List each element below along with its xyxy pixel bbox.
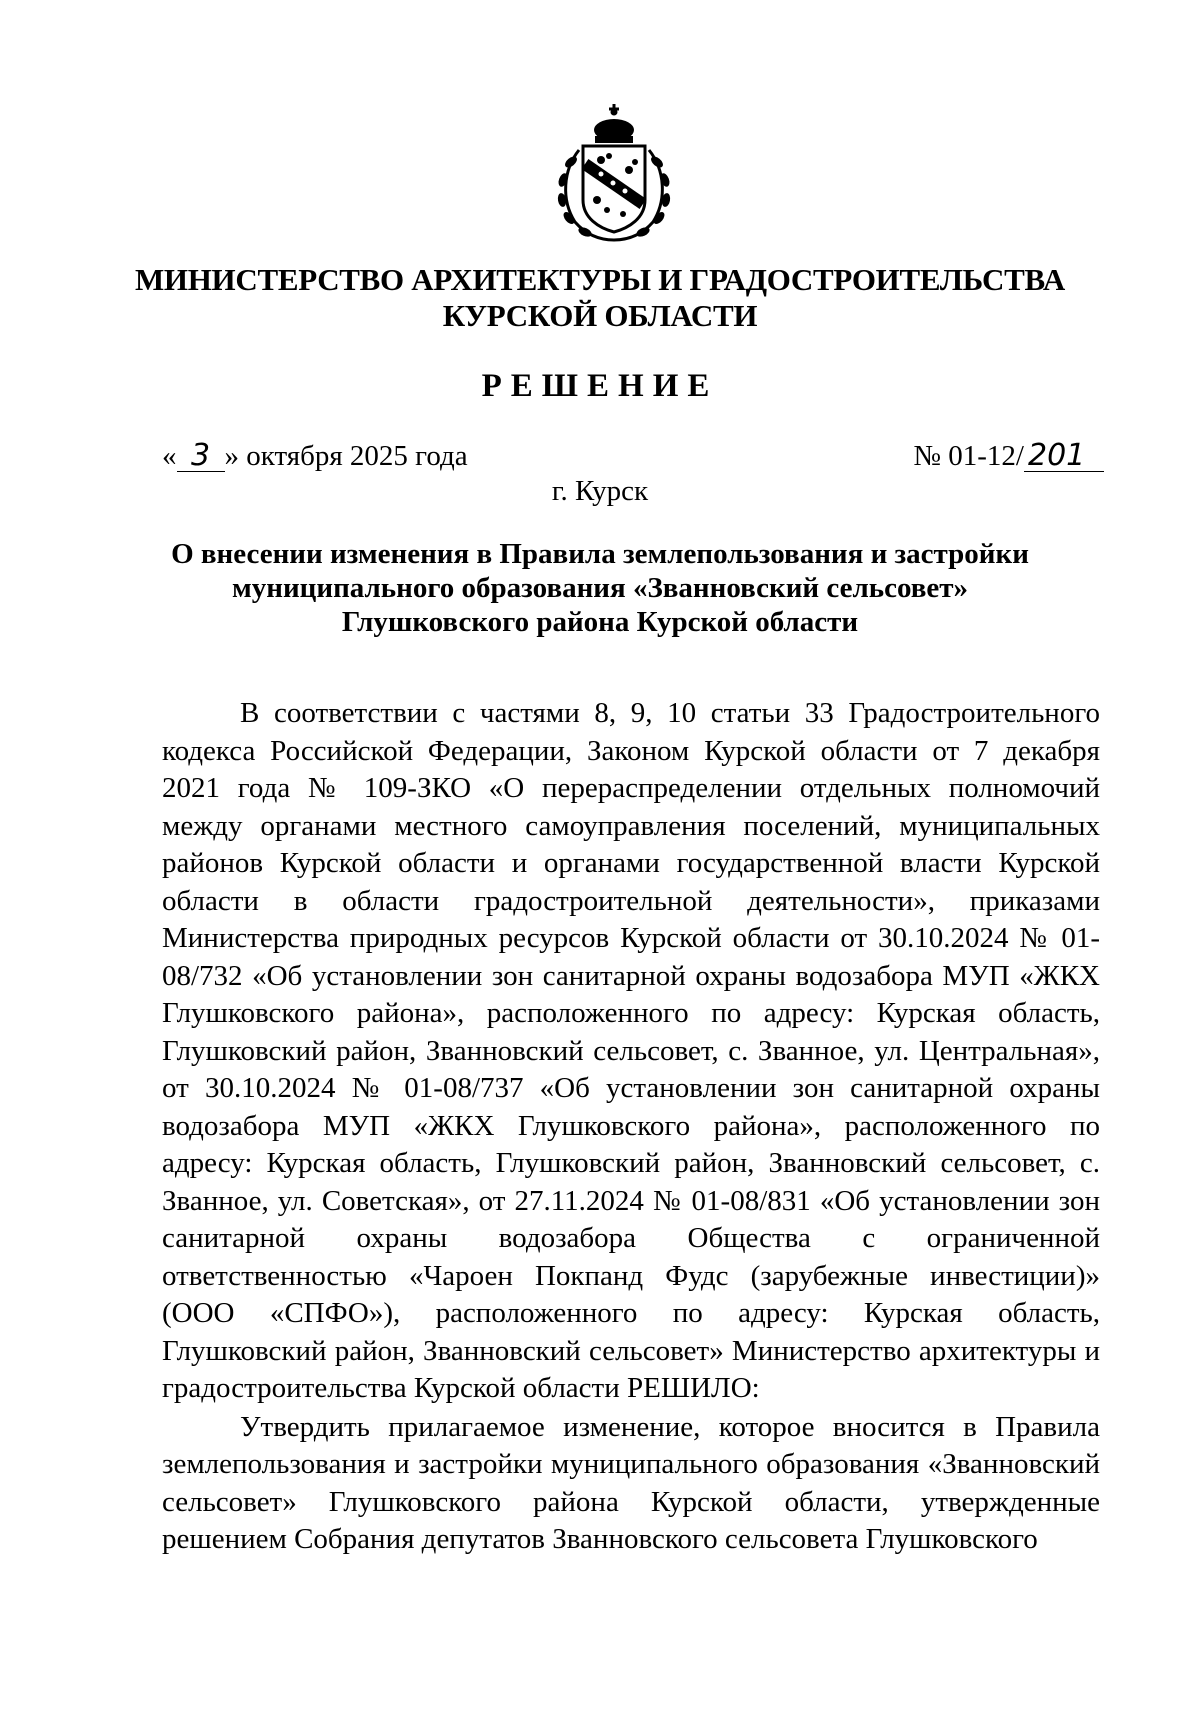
document-city: г. Курск bbox=[551, 475, 649, 507]
document-number-prefix: № 01-12/ bbox=[913, 440, 1024, 472]
date-open-quote: « bbox=[162, 440, 177, 472]
ministry-name-line-2: КУРСКОЙ ОБЛАСТИ bbox=[442, 298, 758, 333]
document-subject bbox=[130, 537, 1070, 639]
subject-line-3: Глушковского района Курской области bbox=[341, 606, 859, 638]
ministry-name-line-1: МИНИСТЕРСТВО АРХИТЕКТУРЫ И ГРАДОСТРОИТЕЛЬСТВА bbox=[134, 262, 1066, 297]
document-body bbox=[162, 695, 1100, 1559]
document-type-title: РЕШЕНИЕ bbox=[481, 368, 719, 404]
subject-line-1: О внесении изменения в Правила землепользования и застройки bbox=[171, 538, 1029, 570]
coat-of-arms-icon bbox=[549, 100, 679, 245]
ministry-name bbox=[100, 262, 1100, 334]
body-paragraph-2: Утвердить прилагаемое изменение, которое вносится в Правила землепользования и застройки муниципального образования «Званновский сельсовет» Глушковского района Курской области, утвержденные решением Собрания депутатов Званновского сельсовета Глушковского bbox=[162, 1410, 1100, 1555]
document-number-handwritten: 201 bbox=[1028, 438, 1086, 473]
date-day-handwritten: 3 bbox=[190, 438, 211, 473]
subject-line-2: муниципального образования «Званновский сельсовет» bbox=[231, 572, 969, 604]
body-paragraph-1: В соответствии с частями 8, 9, 10 статьи 33 Градостроительного кодекса Российской Федерации, Законом Курской области от 7 декабря 2021 года № 109-ЗКО «О перераспределении отдельных полномочий между органами местного самоуправления поселений, муниципальных районов Курской области и органами государственной власти Курской области в области градостроительной деятельности», приказами Министерства природных ресурсов Курской области от 30.10.2024 № 01-08/732 «Об установлении зон санитарной охраны водозабора МУП «ЖКХ Глушковского района», расположенного по адресу: Курская область, Глушковский район, Званновский сельсовет, с. Званное, ул. Центральная», от 30.10.2024 № 01-08/737 «Об установлении зон санитарной охраны водозабора МУП «ЖКХ Глушковского района», расположенного по адресу: Курская область, Глушковский район, Званновский сельсовет, с. Званное, ул. Советская», от 27.11.2024 № 01-08/831 «Об установлении зон санитарной охраны водозабора Общества с ограниченной ответственностью «Чароен Покпанд Фудс (зарубежные инвестиции)» (ООО «СПФО»), расположенного по адресу: Курская область, Глушковский район, Званновский сельсовет» Министерство архитектуры и градостроительства Курской области РЕШИЛО: bbox=[162, 697, 1100, 1404]
document-date bbox=[162, 440, 468, 473]
date-close-quote: » bbox=[224, 440, 239, 472]
date-month-year: октября 2025 года bbox=[246, 440, 468, 472]
document-number bbox=[913, 440, 1104, 473]
